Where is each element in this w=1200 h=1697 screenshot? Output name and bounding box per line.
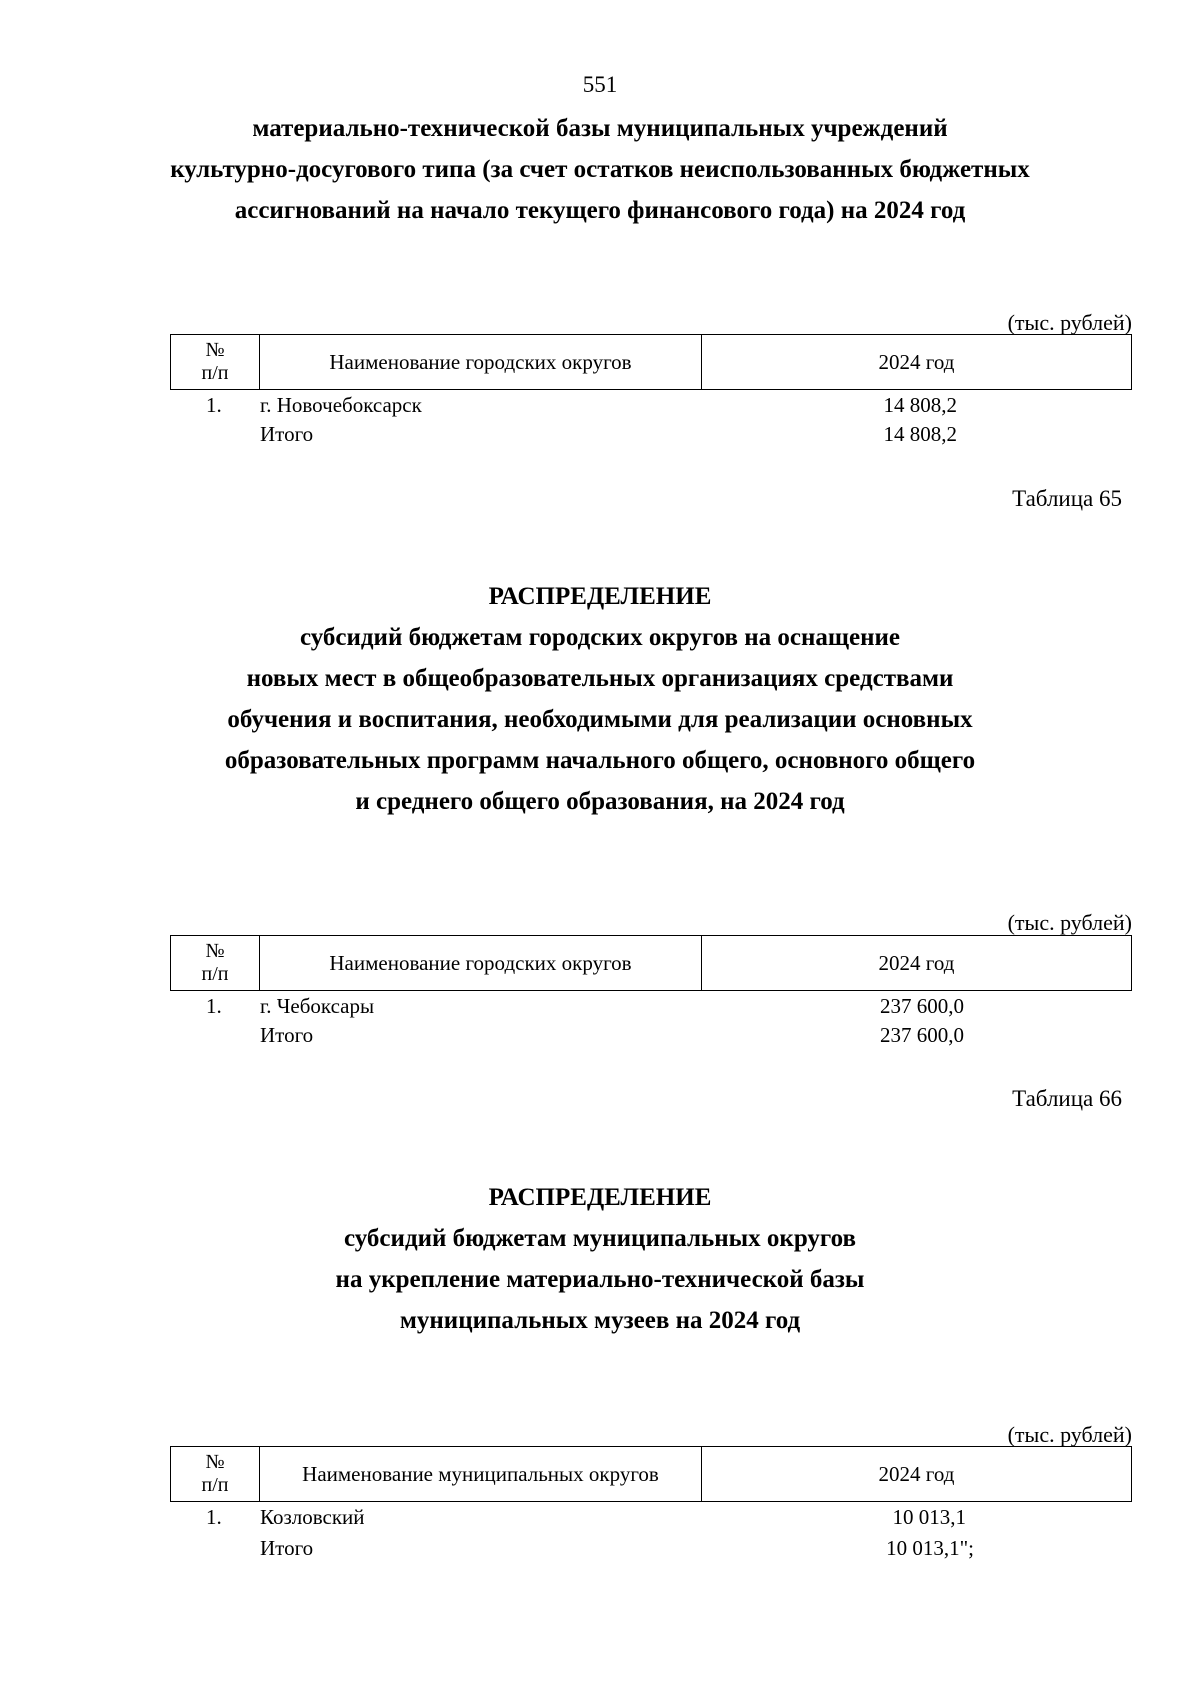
col-year-header: 2024 год bbox=[878, 349, 955, 374]
section1-heading-line: культурно-досугового типа (за счет остатков неиспользованных бюджетных bbox=[170, 156, 1030, 183]
row-value: 14 808,2 bbox=[883, 422, 957, 446]
section2-title: РАСПРЕДЕЛЕНИЕ bbox=[488, 583, 712, 610]
row-name: Итого bbox=[260, 422, 314, 446]
col-name-header: Наименование городских округов bbox=[260, 936, 702, 990]
section1-table-header bbox=[170, 334, 1132, 390]
col-year-header: 2024 год bbox=[878, 1461, 955, 1486]
row-name: г. Новочебоксарск bbox=[260, 393, 422, 417]
section2-heading-line: и среднего общего образования, на 2024 год bbox=[355, 788, 845, 815]
col-name-header: Наименование муниципальных округов bbox=[260, 1447, 702, 1501]
table-row bbox=[170, 992, 1132, 1021]
section2-heading-line: субсидий бюджетам городских округов на оснащение bbox=[299, 624, 901, 651]
section3-heading bbox=[120, 1177, 1080, 1341]
row-value: 237 600,0 bbox=[880, 994, 964, 1018]
col-num-label-1: № bbox=[205, 940, 225, 962]
table-row bbox=[170, 391, 1132, 420]
row-value: 237 600,0 bbox=[880, 1023, 964, 1047]
section1-heading-line: ассигнований на начало текущего финансового года) на 2024 год bbox=[234, 197, 966, 224]
section2-heading bbox=[120, 576, 1080, 822]
section3-table-header bbox=[170, 1446, 1132, 1502]
col-num-header bbox=[171, 1447, 260, 1501]
row-value: 10 013,1 bbox=[892, 1505, 966, 1529]
section3-units: (тыс. рублей) bbox=[1007, 1422, 1132, 1447]
col-num-label-1: № bbox=[205, 1451, 225, 1473]
col-name-header: Наименование городских округов bbox=[260, 335, 702, 389]
row-name: Козловский bbox=[260, 1505, 365, 1529]
col-num-label-2: п/п bbox=[201, 963, 229, 985]
section2-heading-line: новых мест в общеобразовательных организациях средствами bbox=[246, 665, 954, 692]
section1-units: (тыс. рублей) bbox=[1007, 310, 1132, 335]
row-value: 14 808,2 bbox=[883, 393, 957, 417]
row-number: 1. bbox=[206, 393, 222, 417]
section3-title: РАСПРЕДЕЛЕНИЕ bbox=[488, 1184, 712, 1211]
section3-heading-line: субсидий бюджетам муниципальных округов bbox=[344, 1225, 856, 1252]
section2-heading-line: образовательных программ начального общего, основного общего bbox=[224, 747, 976, 774]
row-number: 1. bbox=[206, 994, 222, 1018]
section3-heading-line: муниципальных музеев на 2024 год bbox=[399, 1307, 801, 1334]
table-row-total bbox=[170, 1534, 1132, 1563]
row-value: 10 013,1"; bbox=[886, 1536, 974, 1560]
col-year-header: 2024 год bbox=[878, 950, 955, 975]
table-row-total bbox=[170, 1021, 1132, 1050]
section1-heading-line: материально-технической базы муниципальных учреждений bbox=[252, 115, 948, 142]
section2-units: (тыс. рублей) bbox=[1007, 910, 1132, 935]
table-row-total bbox=[170, 420, 1132, 449]
col-num-label-2: п/п bbox=[201, 362, 229, 384]
table-label: Таблица 66 bbox=[1012, 1086, 1122, 1111]
col-num-label-2: п/п bbox=[201, 1474, 229, 1496]
page-number: 551 bbox=[582, 72, 618, 97]
section2-table-header bbox=[170, 935, 1132, 991]
row-name: г. Чебоксары bbox=[260, 994, 375, 1018]
row-number: 1. bbox=[206, 1505, 222, 1529]
section3-heading-line: на укрепление материально-технической базы bbox=[335, 1266, 865, 1293]
section2-heading-line: обучения и воспитания, необходимыми для реализации основных bbox=[227, 706, 973, 733]
row-name: Итого bbox=[260, 1536, 314, 1560]
table-label: Таблица 65 bbox=[1012, 486, 1122, 511]
col-num-header bbox=[171, 936, 260, 990]
table-row bbox=[170, 1503, 1132, 1532]
col-num-header bbox=[171, 335, 260, 389]
row-name: Итого bbox=[260, 1023, 314, 1047]
col-num-label-1: № bbox=[205, 339, 225, 361]
section1-heading bbox=[120, 108, 1080, 231]
